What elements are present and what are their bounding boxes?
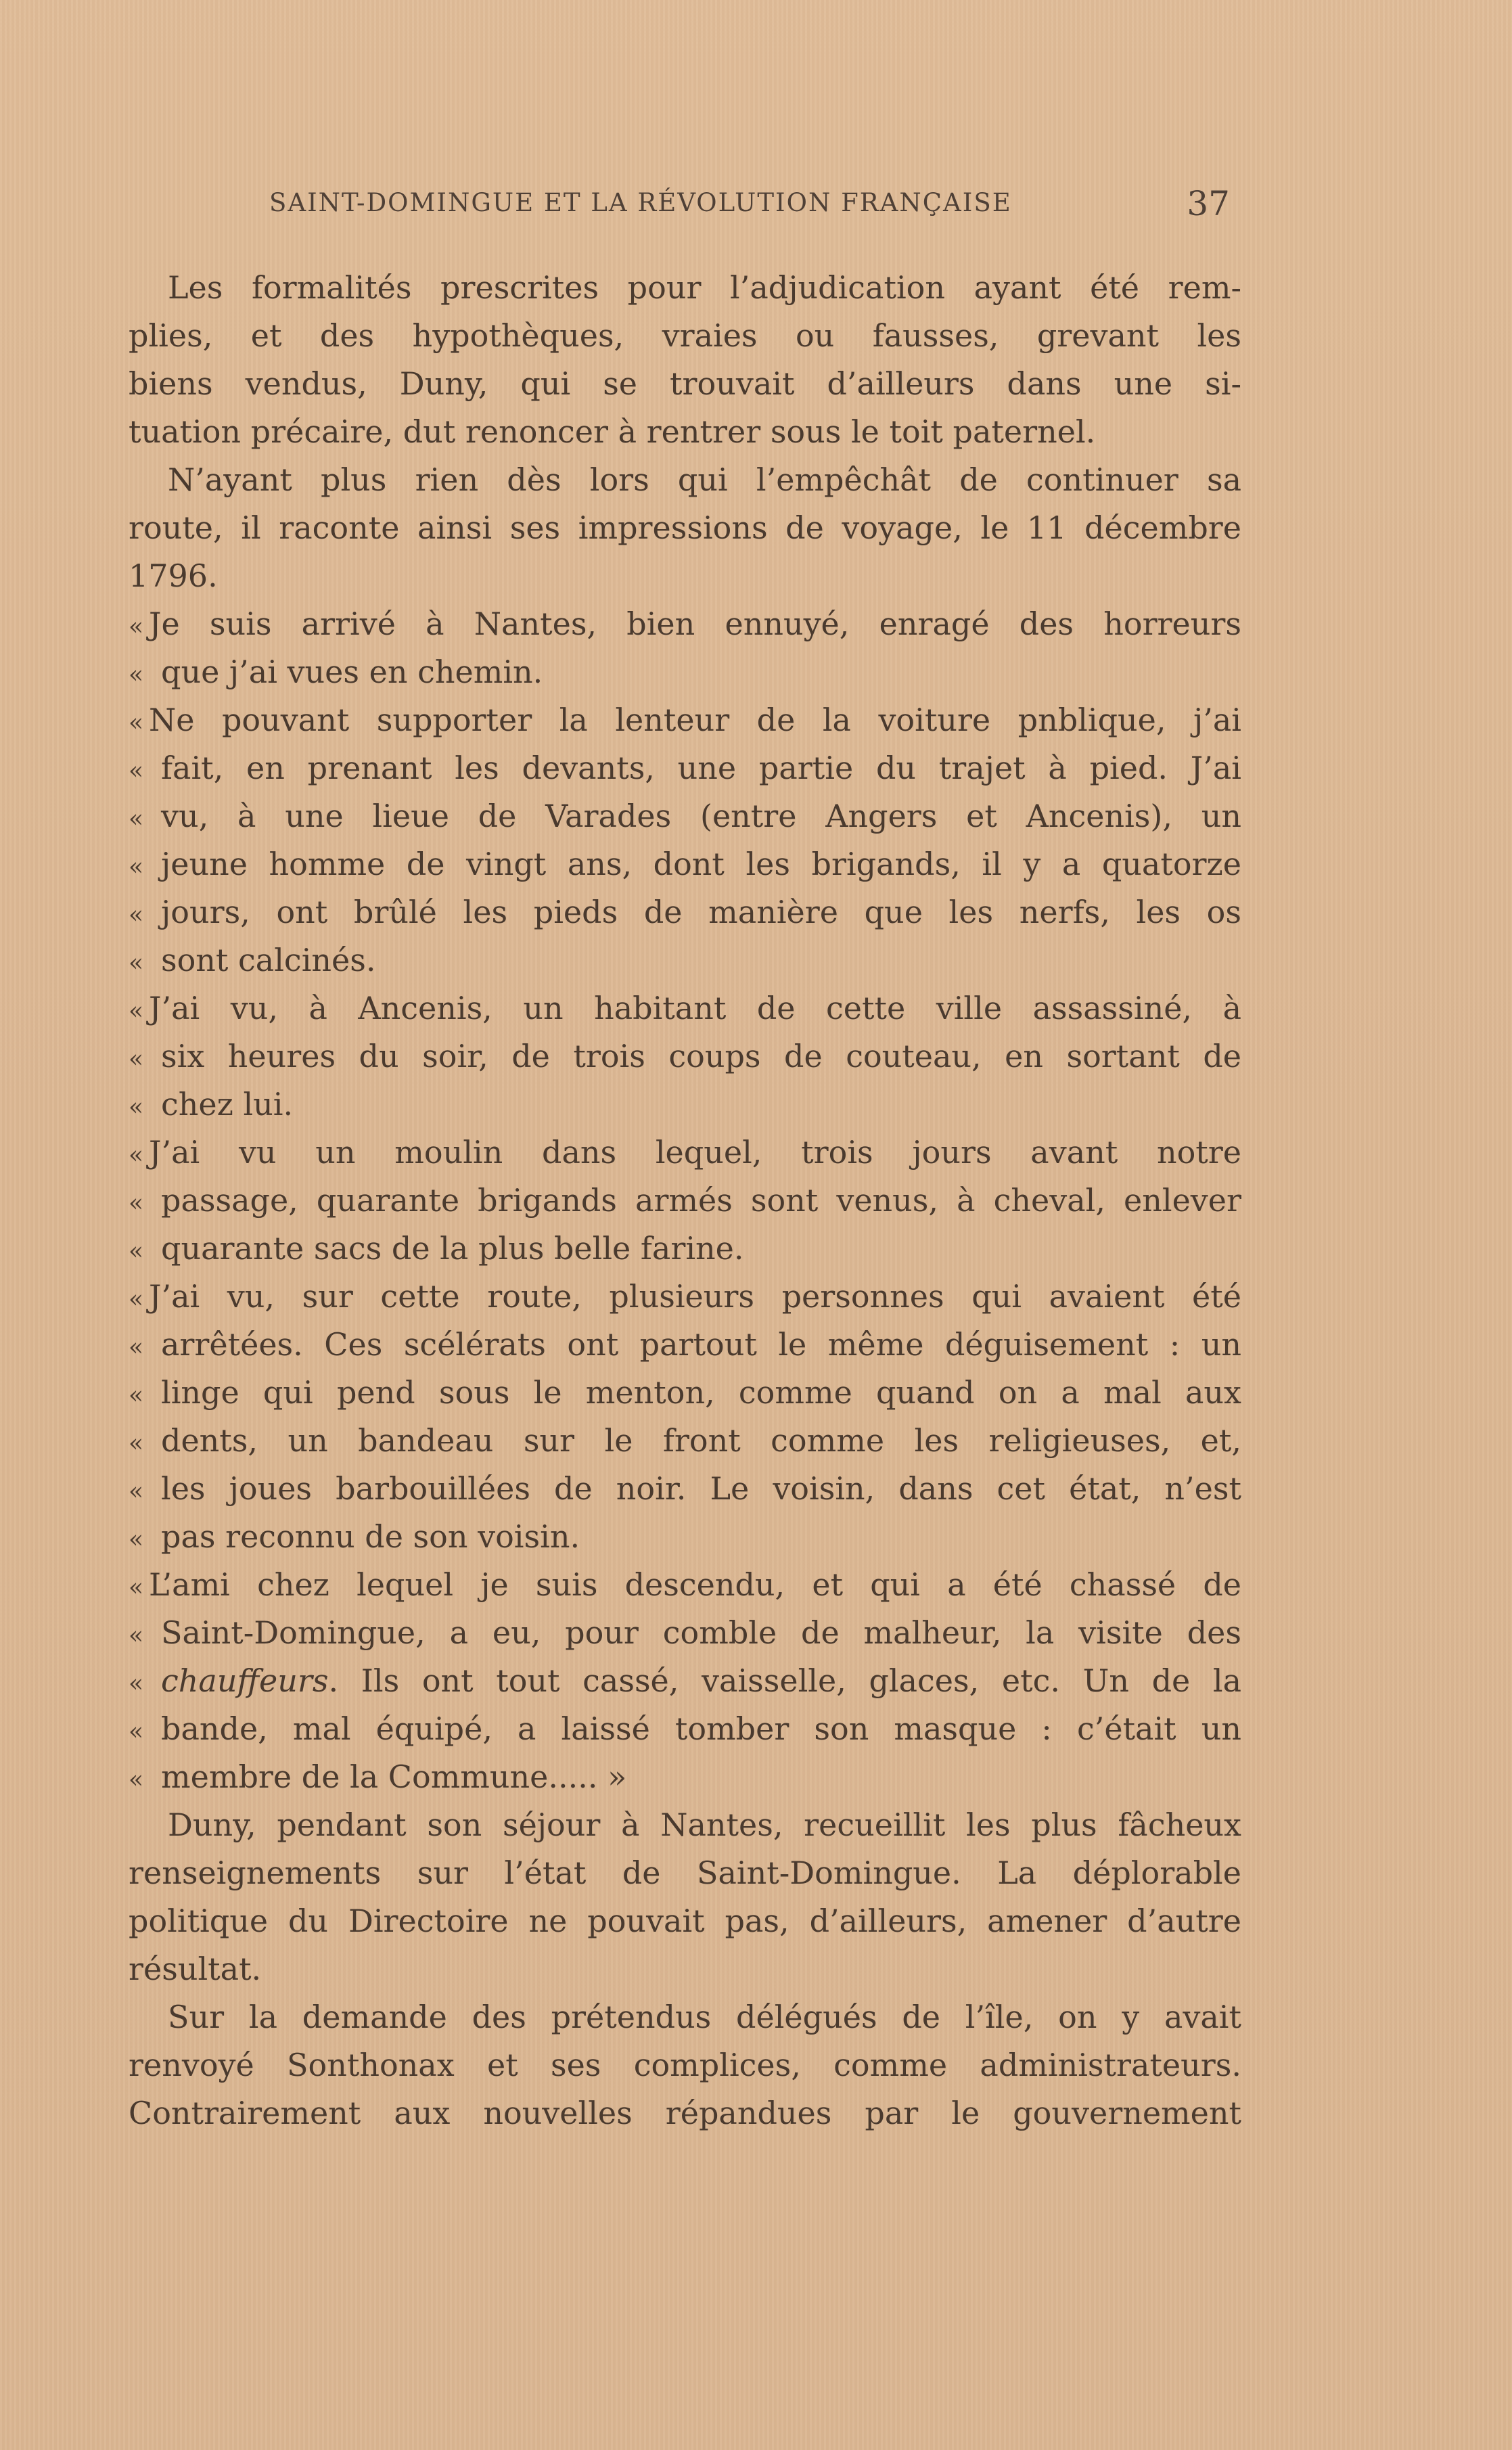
quote-mark: « [129,1526,144,1553]
line-text: Les formalités prescrites pour l’adjudication ayant été rem- [168,269,1241,306]
text-line [129,1945,1241,1993]
text-line [129,360,1241,408]
line-text: six heures du soir, de trois coups de couteau, en sortant de [161,1038,1241,1074]
quote-mark: « [129,1622,144,1650]
text-line [129,840,1241,888]
text-line [129,984,1241,1033]
line-text: passage, quarante brigands armés sont venus, à cheval, enlever [161,1182,1241,1219]
line-text: Duny, pendant son séjour à Nantes, recueillit les plus fâcheux [168,1807,1241,1843]
line-text: que j’ai vues en chemin. [161,654,543,690]
text-line [129,552,1241,600]
line-text: renseignements sur l’état de Saint-Domingue. La déplorable [129,1855,1241,1891]
text-line [129,1033,1241,1081]
text-line [129,264,1241,312]
line-text: biens vendus, Duny, qui se trouvait d’ailleurs dans une si- [129,365,1241,402]
quote-mark: « [129,901,144,929]
line-text: tuation précaire, dut renoncer à rentrer sous le toit paternel. [129,413,1096,450]
text-line [129,1225,1241,1273]
quote-mark: « [129,1189,144,1217]
text-line [129,696,1241,744]
text-line [129,1081,1241,1129]
line-text: N’ayant plus rien dès lors qui l’empêchât de continuer sa [168,461,1241,498]
text-line [129,408,1241,456]
line-text: J’ai vu, sur cette route, plusieurs personnes qui avaient été [149,1278,1241,1315]
text-line [129,1753,1241,1801]
text-line [129,792,1241,840]
text-line [129,1897,1241,1945]
line-text: J’ai vu, à Ancenis, un habitant de cette ville assassiné, à [149,990,1241,1026]
line-text: linge qui pend sous le menton, comme quand on a mal aux [161,1374,1241,1411]
line-text: bande, mal équipé, a laissé tomber son masque : c’était un [161,1710,1241,1747]
line-text: fait, en prenant les devants, une partie du trajet à pied. J’ai [161,750,1241,786]
text-line [129,456,1241,504]
line-text: . Ils ont tout cassé, vaisselle, glaces, etc. Un de la [328,1662,1241,1699]
quote-mark: « [129,1670,144,1698]
line-text: quarante sacs de la plus belle farine. [161,1230,744,1267]
quote-mark: « [129,1478,144,1505]
line-text: renvoyé Sonthonax et ses complices, comme administrateurs. [129,2047,1241,2083]
text-line [129,1369,1241,1417]
text-line [129,888,1241,936]
line-text: plies, et des hypothèques, vraies ou fausses, grevant les [129,317,1241,354]
text-line [129,1705,1241,1753]
line-text: 1796. [129,558,218,594]
text-line [129,312,1241,360]
line-text: route, il raconte ainsi ses impressions de voyage, le 11 décembre [129,509,1241,546]
text-line [129,1561,1241,1609]
text-line [129,1513,1241,1561]
quote-mark: « [129,1093,144,1121]
line-text: vu, à une lieue de Varades (entre Angers et Ancenis), un [161,798,1241,834]
text-line [129,744,1241,792]
line-text: J’ai vu un moulin dans lequel, trois jours avant notre [149,1134,1241,1171]
quote-mark: « [129,1718,144,1746]
line-text: Ne pouvant supporter la lenteur de la voiture pnblique, j’ai [149,702,1241,738]
line-text: chez lui. [161,1086,294,1122]
line-text: les joues barbouillées de noir. Le voisin, dans cet état, n’est [161,1470,1241,1507]
line-text: jeune homme de vingt ans, dont les brigands, il y a quatorze [161,846,1241,882]
text-line [129,1177,1241,1225]
quote-mark: « [129,1141,144,1169]
quote-mark: « [129,1045,144,1073]
running-title: SAINT-DOMINGUE ET LA RÉVOLUTION FRANÇAISE [269,188,1012,217]
quote-mark: « [129,1334,144,1361]
text-line [129,504,1241,552]
line-text: sont calcinés. [161,942,376,978]
running-head [269,184,1230,225]
line-text: Saint-Domingue, a eu, pour comble de malheur, la visite des [161,1614,1241,1651]
page-number: 37 [1187,184,1230,223]
quote-mark: « [129,1286,144,1313]
text-line [129,2089,1241,2137]
text-line [129,600,1241,648]
quote-mark: « [129,997,144,1025]
text-line [129,1657,1241,1705]
line-text: arrêtées. Ces scélérats ont partout le même déguisement : un [161,1326,1241,1363]
text-line [129,1273,1241,1321]
line-text: dents, un bandeau sur le front comme les religieuses, et, [161,1422,1241,1459]
line-text: Je suis arrivé à Nantes, bien ennuyé, enragé des horreurs [149,606,1241,642]
quote-mark: « [129,709,144,737]
line-text: L’ami chez lequel je suis descendu, et qui a été chassé de [149,1566,1241,1603]
text-line [129,648,1241,696]
line-text: politique du Directoire ne pouvait pas, d’ailleurs, amener d’autre [129,1903,1241,1939]
quote-mark: « [129,1430,144,1457]
line-text: Sur la demande des prétendus délégués de l’île, on y avait [168,1999,1241,2035]
quote-mark: « [129,1238,144,1265]
text-line [129,1849,1241,1897]
line-text: jours, ont brûlé les pieds de manière que les nerfs, les os [161,894,1241,930]
line-text: Contrairement aux nouvelles répandues par le gouvernement [129,2095,1241,2131]
quote-mark: « [129,613,144,641]
quote-mark: « [129,1766,144,1794]
text-line [129,1417,1241,1465]
italic-word: chauffeurs [161,1662,329,1699]
quote-mark: « [129,805,144,833]
text-line [129,1801,1241,1849]
line-text: résultat. [129,1951,262,1987]
quote-mark: « [129,949,144,977]
quote-mark: « [129,661,144,689]
text-line [129,1609,1241,1657]
text-line [129,1129,1241,1177]
quote-mark: « [129,1382,144,1409]
quote-mark: « [129,1574,144,1602]
quote-mark: « [129,853,144,881]
text-line [129,936,1241,984]
quote-mark: « [129,757,144,785]
text-line [129,1465,1241,1513]
body-text [129,264,1241,2137]
text-line [129,1321,1241,1369]
text-line [129,1993,1241,2041]
text-line [129,2041,1241,2089]
line-text: membre de la Commune..... » [161,1759,627,1795]
line-text: pas reconnu de son voisin. [161,1518,580,1555]
